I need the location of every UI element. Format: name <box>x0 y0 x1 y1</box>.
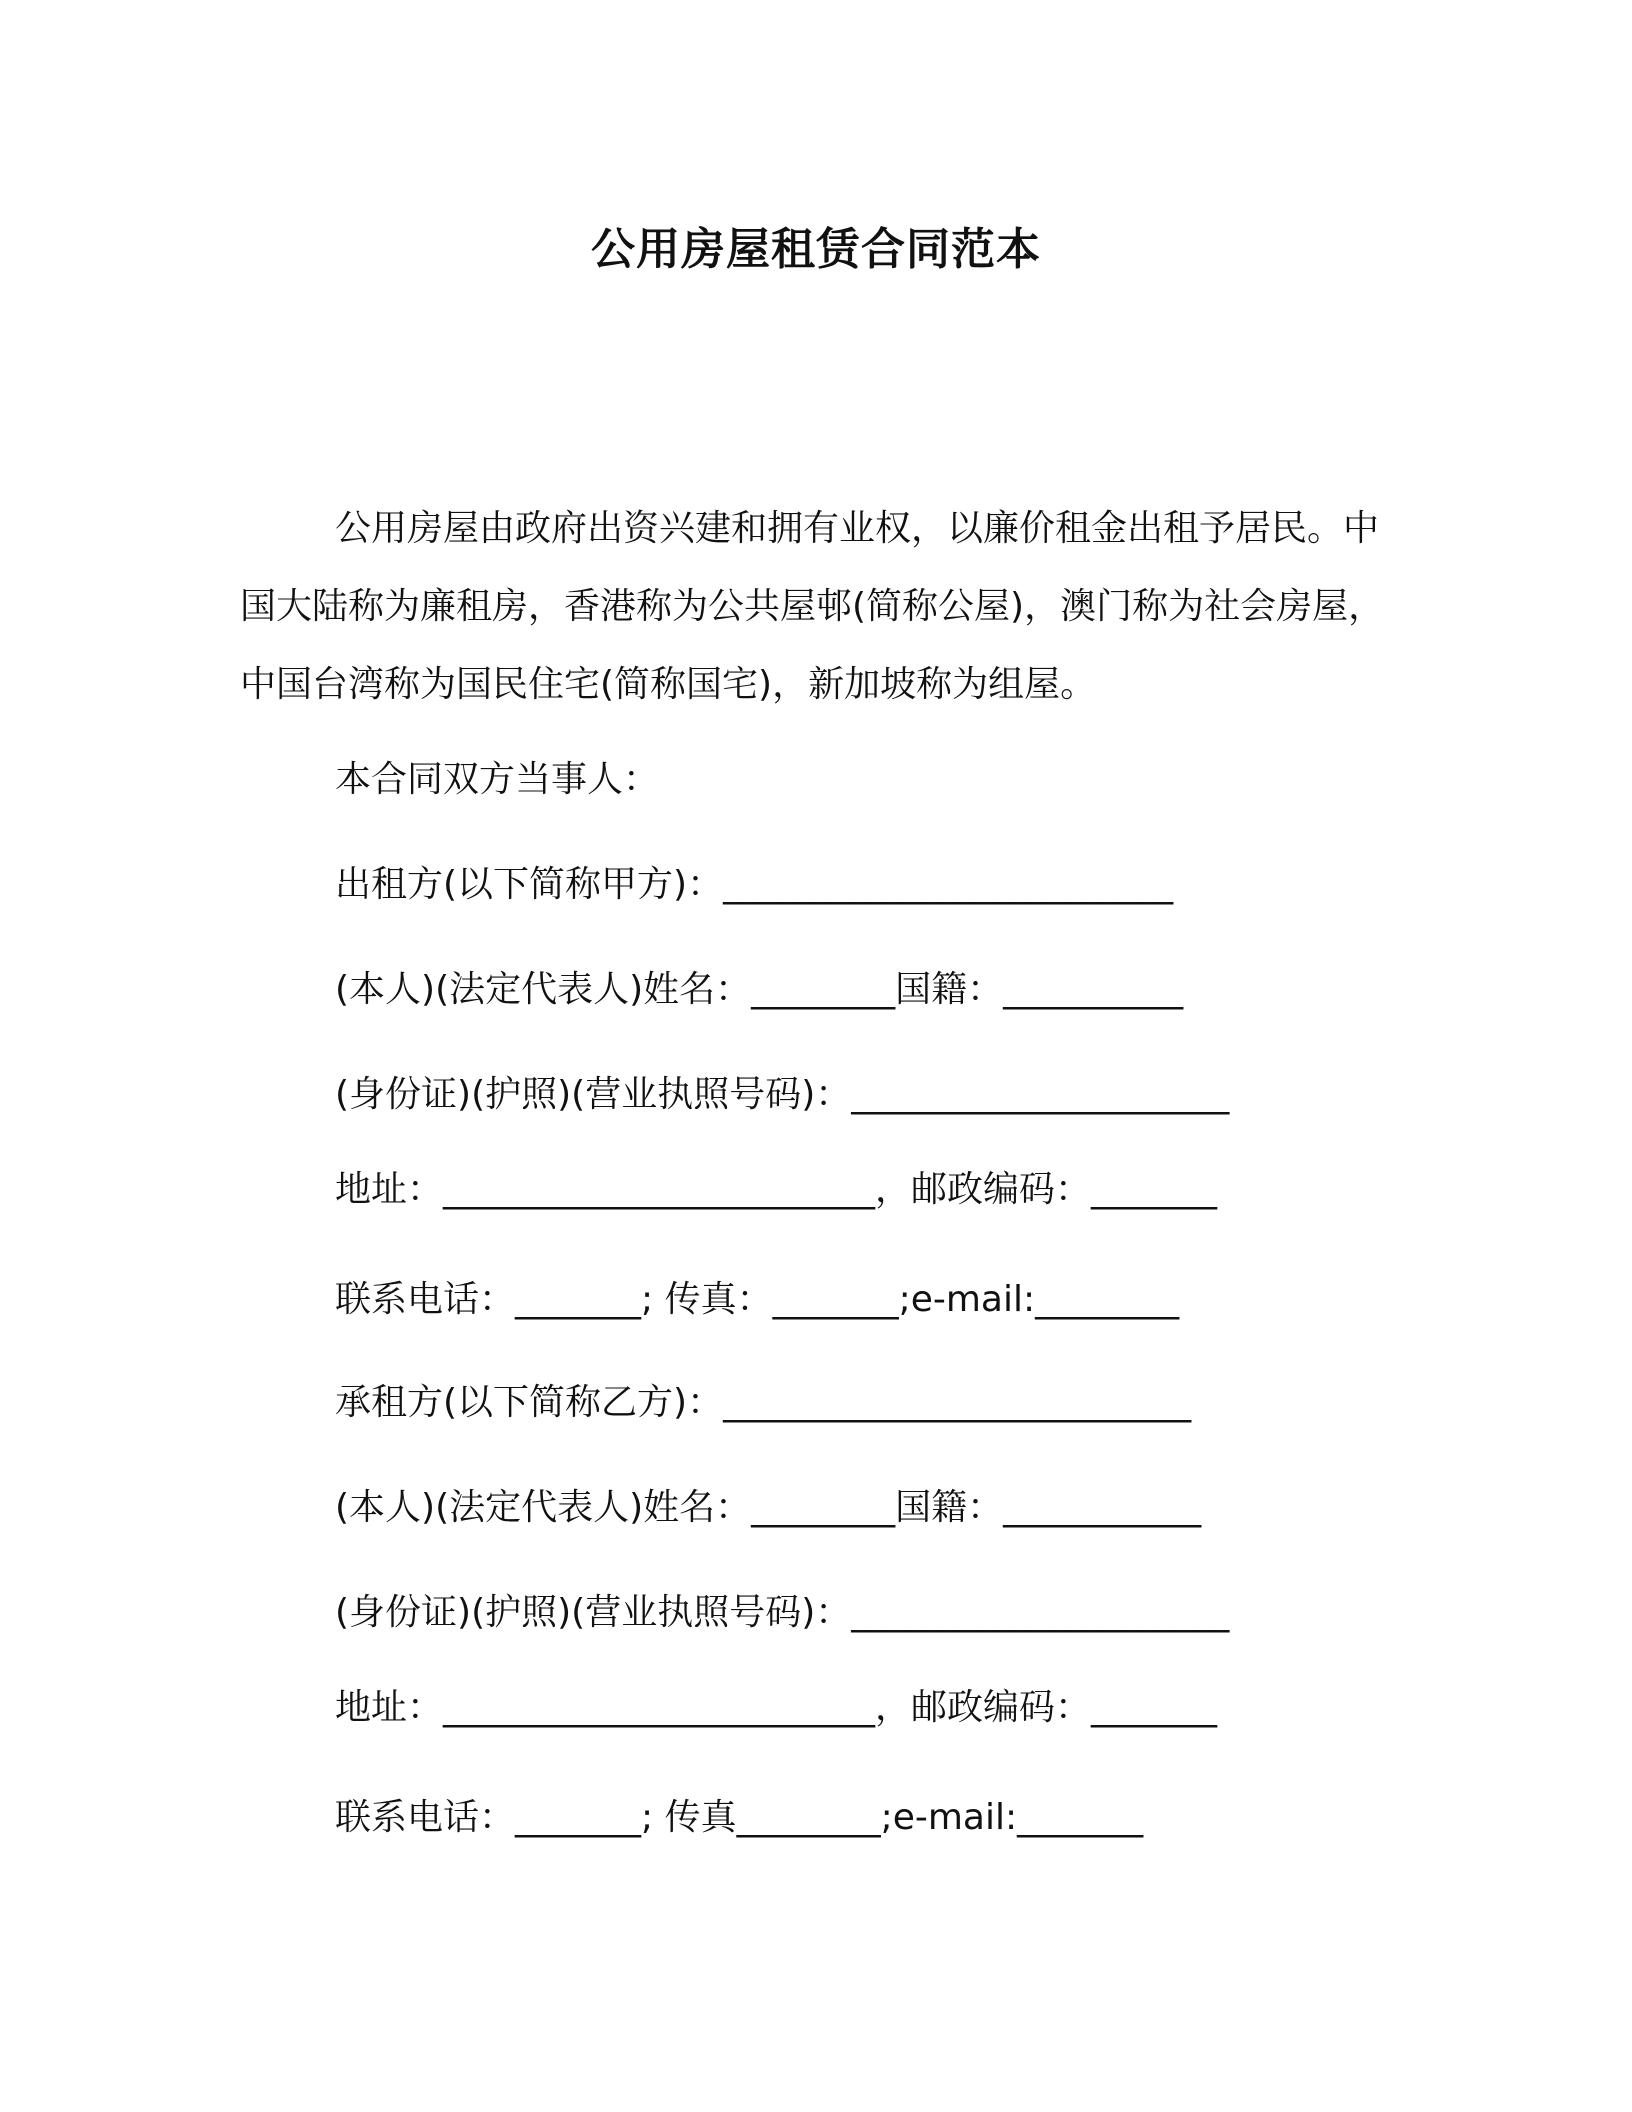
lessor-name-line: 出租方(以下简称甲方)：_________________________ <box>335 864 1174 905</box>
lessor-id-line: (身份证)(护照)(营业执照号码)：_____________________ <box>335 1074 1230 1115</box>
lessor-address-line: 地址：________________________，邮政编码：_______ <box>335 1169 1218 1210</box>
intro-paragraph: 公用房屋由政府出资兴建和拥有业权，以廉价租金出租予居民。中国大陆称为廉租房，香港称为公共屋邨(简称公屋)，澳门称为社会房屋，中国台湾称为国民住宅(简称国宅)，新加坡称为组屋。 <box>240 508 1385 705</box>
lessee-address-line: 地址：________________________，邮政编码：_______ <box>335 1687 1218 1728</box>
lessor-contact-line: 联系电话：_______; 传真：_______;e-mail:________ <box>335 1279 1180 1320</box>
parties-heading: 本合同双方当事人： <box>335 759 660 800</box>
lessor-representative-line: (本人)(法定代表人)姓名：________国籍：__________ <box>335 969 1184 1010</box>
lessee-id-line: (身份证)(护照)(营业执照号码)：_____________________ <box>335 1592 1230 1633</box>
lessee-name-line: 承租方(以下简称乙方)：__________________________ <box>335 1382 1192 1423</box>
document-title: 公用房屋租赁合同范本 <box>591 224 1041 275</box>
lessee-contact-line: 联系电话：_______; 传真________;e-mail:_______ <box>335 1797 1144 1838</box>
lessee-representative-line: (本人)(法定代表人)姓名：________国籍：___________ <box>335 1487 1202 1528</box>
